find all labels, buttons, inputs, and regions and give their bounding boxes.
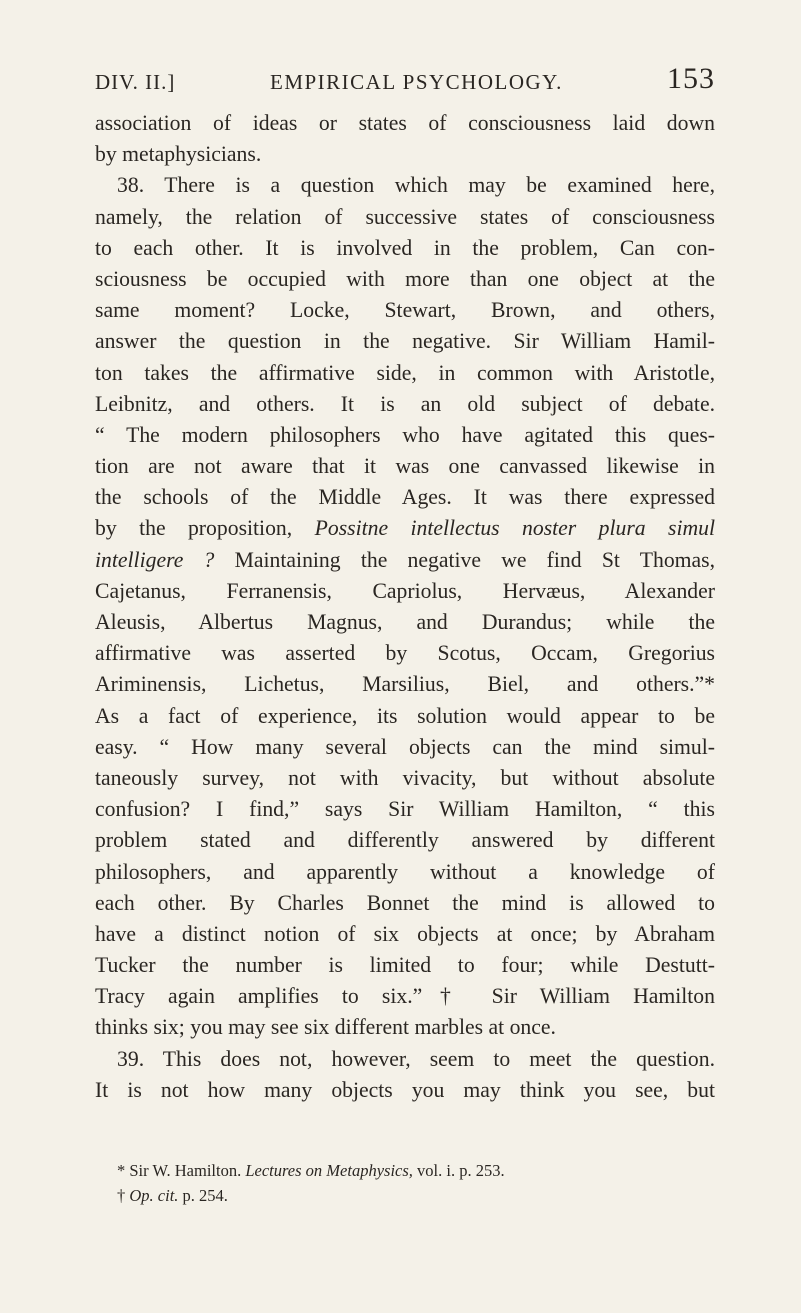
text-line-with-latin: [95, 545, 715, 576]
text-line: It is not how many objects you may think you see, but: [95, 1077, 715, 1102]
latin-quotation: Possitne intellectus noster plura simul: [314, 516, 716, 541]
footnote-title: Lectures on Metaphysics,: [245, 1161, 413, 1180]
text-line: As a fact of experience, its solution would appear to be: [95, 703, 715, 728]
text-line: the schools of the Middle Ages. It was there expressed: [95, 485, 715, 510]
paragraph-39-start: 39. This does not, however, seem to meet the question.: [117, 1046, 715, 1071]
footnote-text: Sir W. Hamilton.: [129, 1161, 242, 1180]
footnote-text: p. 254.: [182, 1186, 228, 1205]
footnote-title: Op. cit.: [129, 1186, 179, 1205]
text-line: have a distinct notion of six objects at once; by Abraham: [95, 921, 715, 946]
text-line: sciousness be occupied with more than one object at the: [95, 266, 715, 291]
paragraph-38-start: 38. There is a question which may be examined here,: [117, 173, 715, 198]
text-line: affirmative was asserted by Scotus, Occam, Gregorius: [95, 641, 715, 666]
body-text: [95, 108, 715, 1106]
text-line: namely, the relation of successive states of consciousness: [95, 204, 715, 229]
page-number: 153: [667, 62, 715, 95]
footnote-2: [95, 1183, 715, 1208]
footnote-1: [95, 1158, 715, 1183]
text-line: association of ideas or states of consciousness laid down: [95, 111, 715, 135]
text-line: Tracy again amplifies to six.”† Sir William Hamilton: [95, 984, 715, 1009]
text-line: by metaphysicians.: [95, 142, 262, 167]
text-line: Tucker the number is limited to four; while Destutt-: [95, 953, 715, 978]
text-line: taneously survey, not with vivacity, but without absolute: [95, 765, 715, 790]
text-line: same moment? Locke, Stewart, Brown, and others,: [95, 298, 715, 323]
text-line: problem stated and differently answered by different: [95, 828, 715, 853]
text-line: ton takes the affirmative side, in common with Aristotle,: [95, 360, 715, 385]
text-line-with-latin: [95, 513, 715, 544]
text-line: easy. “ How many several objects can the mind simul-: [95, 734, 715, 759]
text-line: tion are not aware that it was one canvassed likewise in: [95, 454, 715, 479]
text-line: to each other. It is involved in the problem, Can con-: [95, 235, 715, 260]
text-line: Aleusis, Albertus Magnus, and Durandus; while the: [95, 610, 715, 634]
latin-quotation: intelligere ?: [95, 547, 215, 572]
text-line: each other. By Charles Bonnet the mind is allowed to: [95, 890, 715, 915]
text-segment: Maintaining the negative we find St Thomas,: [234, 547, 716, 572]
footnote-text: vol. i. p. 253.: [417, 1161, 505, 1180]
text-line: confusion? I find,” says Sir William Hamilton, “ this: [95, 797, 715, 822]
footnote-marker: *: [117, 1161, 126, 1180]
text-line: philosophers, and apparently without a knowledge of: [95, 859, 715, 884]
text-line: “ The modern philosophers who have agitated this ques-: [95, 422, 715, 447]
text-segment: by the proposition,: [95, 516, 293, 541]
footnotes: [95, 1158, 715, 1208]
footnote-marker: †: [117, 1186, 126, 1205]
text-line: Ariminensis, Lichetus, Marsilius, Biel, and others.”*: [95, 672, 715, 697]
chapter-title: EMPIRICAL PSYCHOLOGY.: [270, 70, 563, 94]
text-line: thinks six; you may see six different marbles at once.: [95, 1015, 556, 1040]
text-line: answer the question in the negative. Sir William Hamil-: [95, 329, 715, 354]
text-line: Leibnitz, and others. It is an old subject of debate.: [95, 391, 715, 416]
division-label: DIV. II.]: [95, 70, 176, 94]
text-line: Cajetanus, Ferranensis, Capriolus, Hervæus, Alexander: [95, 578, 715, 603]
running-head: [95, 62, 715, 102]
